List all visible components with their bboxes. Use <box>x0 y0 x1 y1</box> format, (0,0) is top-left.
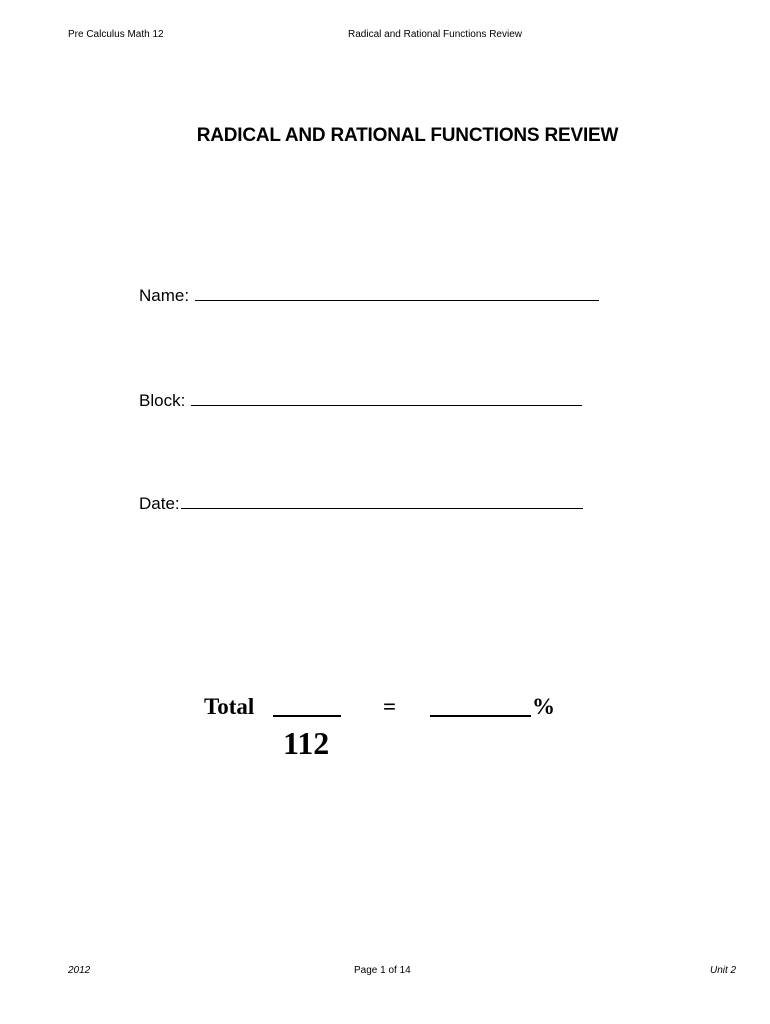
header-document-title: Radical and Rational Functions Review <box>348 29 522 40</box>
block-label: Block: <box>139 391 186 410</box>
name-blank-line <box>195 283 599 301</box>
date-label: Date: <box>139 494 180 513</box>
page-title: RADICAL AND RATIONAL FUNCTIONS REVIEW <box>196 125 619 146</box>
name-label: Name: <box>139 286 190 305</box>
date-field <box>139 491 583 514</box>
total-label: Total <box>204 694 255 719</box>
name-field <box>139 283 599 306</box>
equals-sign: = <box>383 694 397 719</box>
percent-blank-line <box>430 715 531 717</box>
total-score-blank-line <box>273 715 341 717</box>
footer-unit: Unit 2 <box>710 965 737 976</box>
block-field <box>139 388 582 411</box>
date-blank-line <box>181 491 583 509</box>
block-blank-line <box>191 388 582 406</box>
percent-sign: % <box>532 694 555 719</box>
header-course-name: Pre Calculus Math 12 <box>68 29 164 40</box>
footer-page-number: Page 1 of 14 <box>354 965 411 976</box>
footer-year: 2012 <box>68 965 91 976</box>
total-denominator: 112 <box>283 725 330 761</box>
